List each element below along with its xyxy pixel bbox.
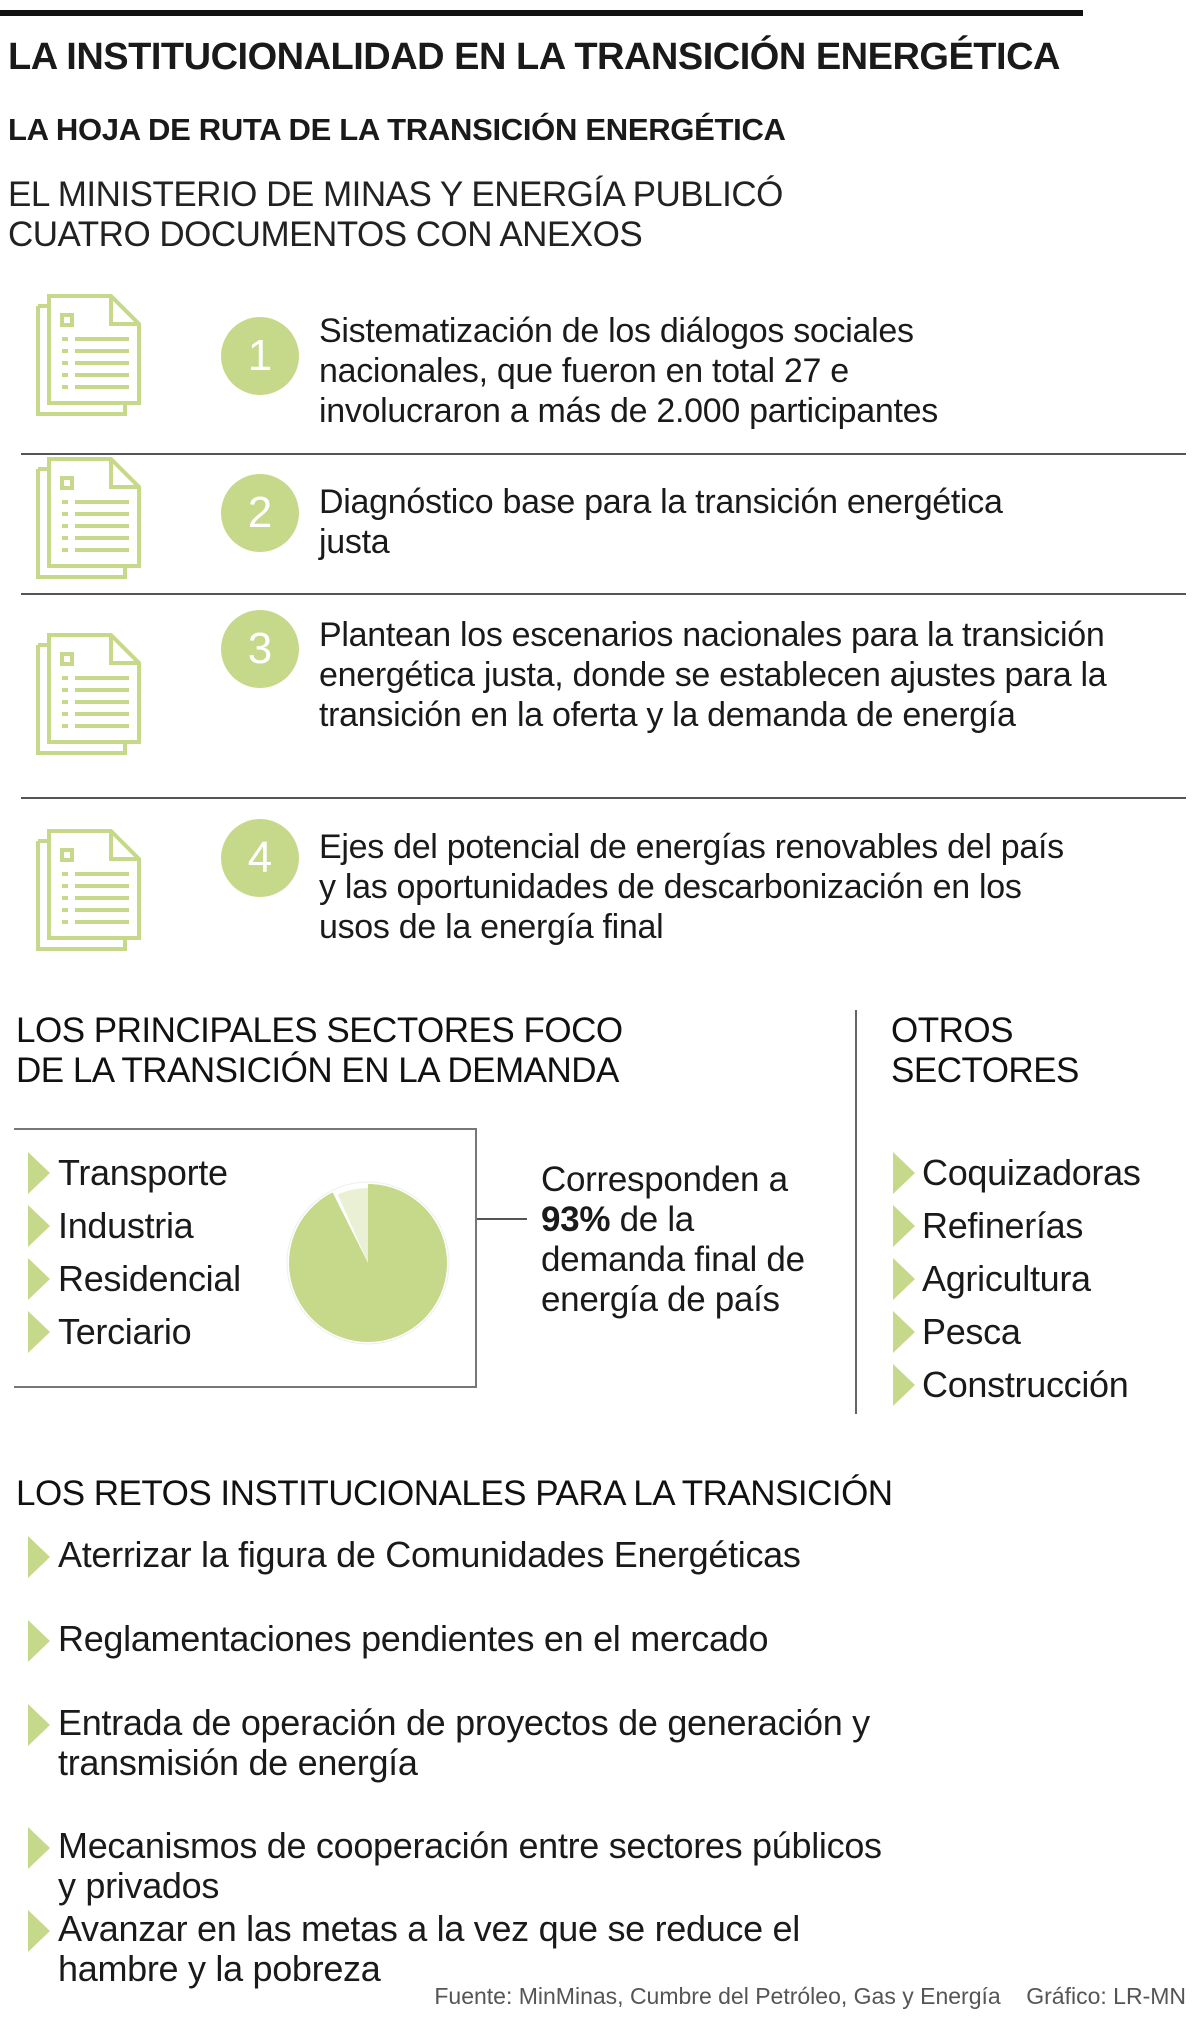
document-icon [35,456,141,580]
list-item: Pesca [922,1311,1021,1352]
note-line: demanda final de [541,1240,805,1279]
bullet-triangle-icon [28,1910,50,1952]
list-item: Refinerías [922,1205,1084,1246]
bullet-triangle-icon [28,1152,50,1194]
bullet-triangle-icon [28,1536,50,1578]
other-sectors-heading [891,1011,1079,1091]
divider [21,593,1186,595]
bullet-triangle-icon [28,1258,50,1300]
document-description: Plantean los escenarios nacionales para la transición energética justa, donde se establecen ajustes para la transición en la oferta y la demanda de energía [319,616,1107,734]
lead-line-1: EL MINISTERIO DE MINAS Y ENERGÍA PUBLICÓ [8,175,783,214]
document-description: Ejes del potencial de energías renovables del país y las oportunidades de descarbonización en los usos de la energía final [319,828,1064,946]
heading-line: OTROS [891,1011,1013,1050]
challenge-item: Aterrizar la figura de Comunidades Energéticas [58,1534,801,1575]
bullet-triangle-icon [893,1152,915,1194]
note-line: Corresponden a [541,1160,788,1199]
share-value: 93% [541,1200,611,1239]
share-note [541,1160,805,1320]
source-text: Fuente: MinMinas, Cumbre del Petróleo, Gas y Energía [434,1983,1001,2009]
list-item: Residencial [58,1258,241,1299]
bullet-triangle-icon [28,1311,50,1353]
note-line: energía de país [541,1280,780,1319]
pie-chart [285,1180,451,1346]
page-title: LA INSTITUCIONALIDAD EN LA TRANSICIÓN ENERGÉTICA [8,36,1060,78]
footer [434,1983,1186,2010]
challenge-item: Reglamentaciones pendientes en el mercado [58,1618,769,1659]
note-text: de la [610,1200,694,1239]
bullet-triangle-icon [28,1827,50,1869]
challenge-item: Mecanismos de cooperación entre sectores públicos y privados [58,1825,882,1906]
bullet-triangle-icon [893,1205,915,1247]
step-number-badge: 2 [221,474,299,552]
document-icon [35,632,141,756]
top-rule [0,10,1083,16]
document-description: Sistematización de los diálogos sociales nacionales, que fueron en total 27 e involucraron a más de 2.000 participantes [319,312,938,430]
list-item: Agricultura [922,1258,1091,1299]
challenge-item: Avanzar en las metas a la vez que se reduce el hambre y la pobreza [58,1908,800,1989]
list-item: Transporte [58,1152,228,1193]
challenges-heading: LOS RETOS INSTITUCIONALES PARA LA TRANSICIÓN [16,1474,893,1513]
lead-line-2: CUATRO DOCUMENTOS CON ANEXOS [8,215,643,254]
heading-line: LOS PRINCIPALES SECTORES FOCO [16,1011,623,1050]
heading-line: SECTORES [891,1051,1079,1090]
step-number-badge: 3 [221,610,299,688]
document-description: Diagnóstico base para la transición energética justa [319,483,1003,561]
list-item: Construcción [922,1364,1129,1405]
divider [21,453,1186,455]
document-icon [35,293,141,417]
list-item: Coquizadoras [922,1152,1141,1193]
list-item: Industria [58,1205,194,1246]
list-item: Terciario [58,1311,192,1352]
vertical-divider [855,1010,857,1414]
credit-text: Gráfico: LR-MN [1026,1983,1186,2009]
lead-text [8,175,783,255]
note-line [541,1200,805,1240]
bullet-triangle-icon [893,1258,915,1300]
bullet-triangle-icon [893,1311,915,1353]
bullet-triangle-icon [28,1620,50,1662]
step-number-badge: 4 [221,819,299,897]
bullet-triangle-icon [28,1205,50,1247]
challenge-item: Entrada de operación de proyectos de generación y transmisión de energía [58,1702,870,1783]
bullet-triangle-icon [28,1704,50,1746]
document-icon [35,828,141,952]
step-number-badge: 1 [221,317,299,395]
connector-line [477,1218,527,1220]
heading-line: DE LA TRANSICIÓN EN LA DEMANDA [16,1051,619,1090]
page-subtitle: LA HOJA DE RUTA DE LA TRANSICIÓN ENERGÉTICA [8,112,786,147]
principal-sectors-heading [16,1011,623,1091]
divider [21,797,1186,799]
bullet-triangle-icon [893,1364,915,1406]
